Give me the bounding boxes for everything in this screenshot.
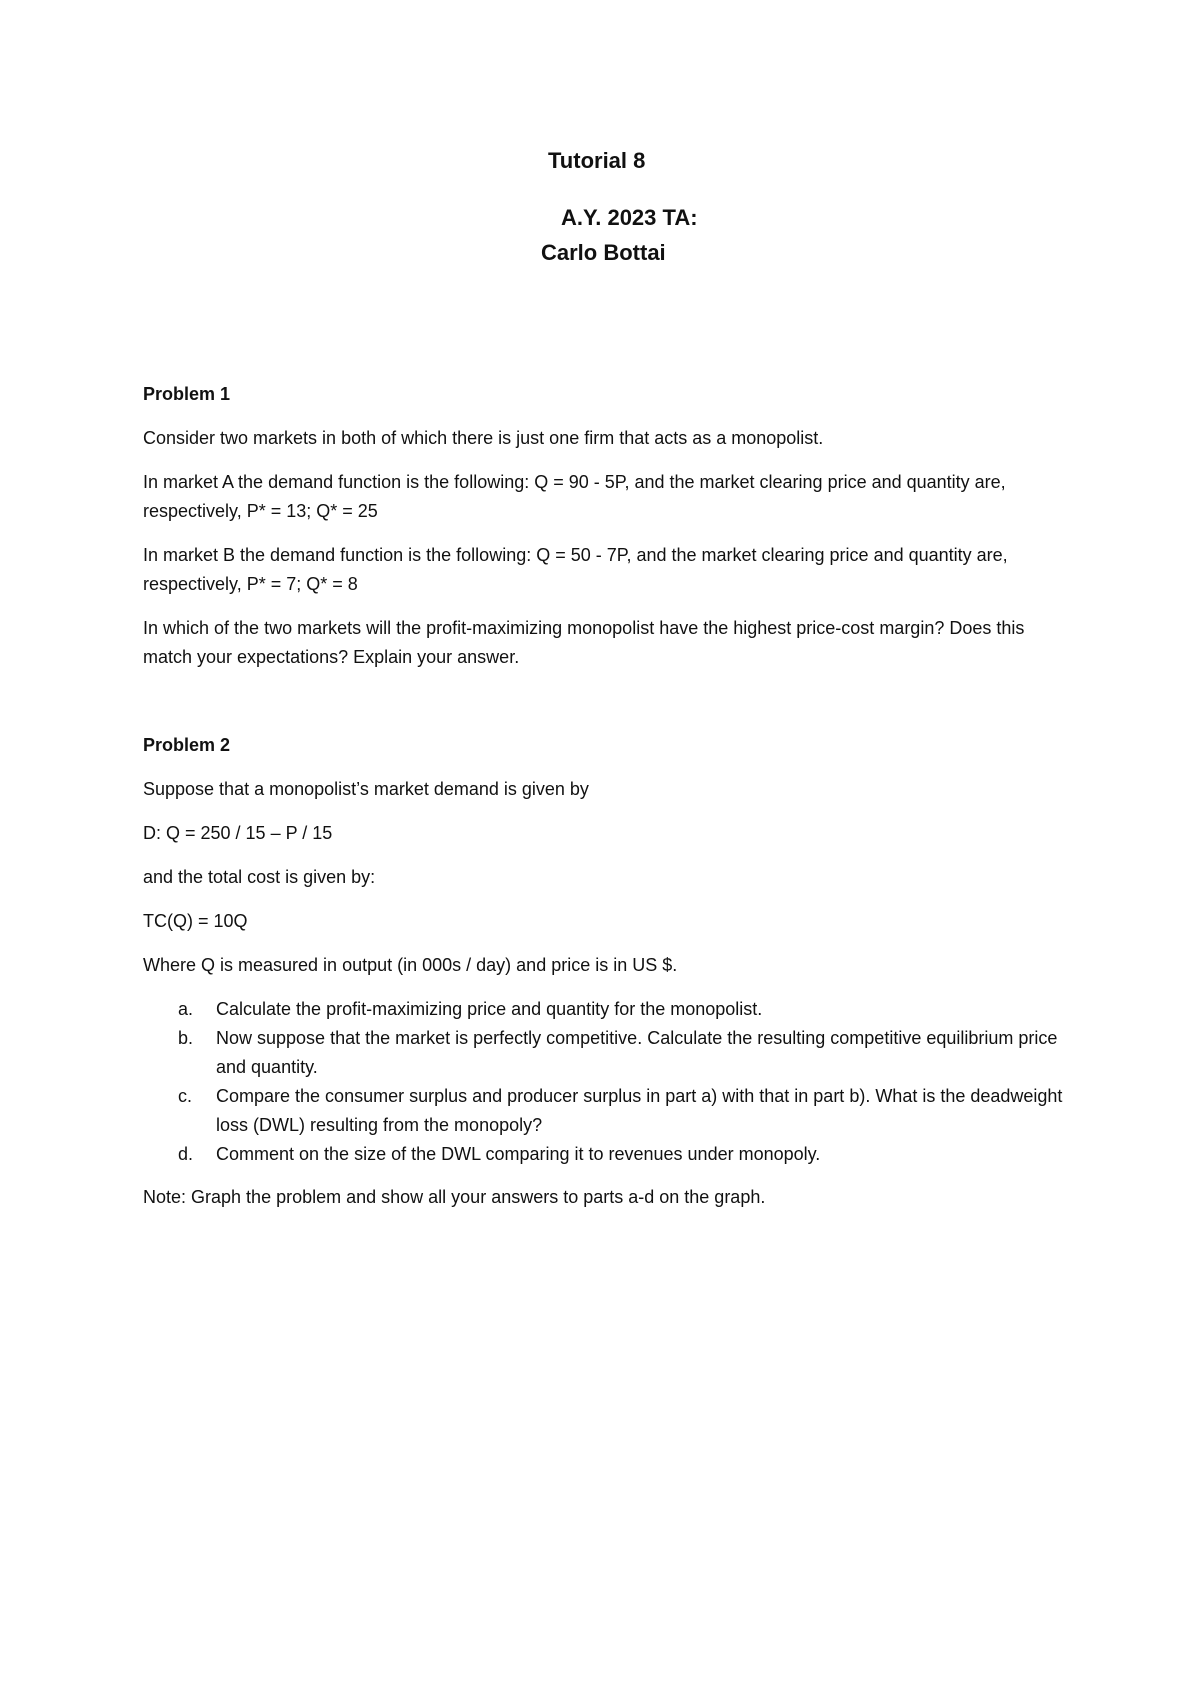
list-marker: b.	[178, 1028, 194, 1048]
problem-1-heading: Problem 1	[143, 384, 231, 404]
list-item-text: Comment on the size of the DWL comparing it to revenues under monopoly.	[216, 1144, 821, 1164]
list-item-text: Calculate the profit-maximizing price and quantity for the monopolist.	[216, 999, 763, 1019]
units-statement: Where Q is measured in output (in 000s / day) and price is in US $.	[143, 955, 678, 975]
list-marker: c.	[178, 1086, 193, 1106]
list-marker: a.	[178, 999, 194, 1019]
list-item	[143, 1140, 1063, 1169]
document-body	[143, 380, 1063, 1227]
cost-intro: and the total cost is given by:	[143, 867, 376, 887]
problem-2-parts	[143, 995, 1063, 1169]
problem-1-question: In which of the two markets will the profit-maximizing monopolist have the highest price-cost margin? Does this match your expectations? Explain your answer.	[143, 618, 1025, 667]
problem-2-heading: Problem 2	[143, 735, 231, 755]
list-marker: d.	[178, 1144, 194, 1164]
academic-year-ta: A.Y. 2023 TA:	[561, 205, 698, 230]
list-item	[143, 995, 1063, 1024]
list-item-text: Now suppose that the market is perfectly competitive. Calculate the resulting competitive equilibrium price and quantity.	[216, 1028, 1058, 1077]
list-item-text: Compare the consumer surplus and producer surplus in part a) with that in part b). What is the deadweight loss (DWL) resulting from the monopoly?	[216, 1086, 1063, 1135]
problem-1-paragraph: In market A the demand function is the following: Q = 90 - 5P, and the market clearing price and quantity are, respectively, P* = 13; Q* = 25	[143, 472, 1006, 521]
list-item	[143, 1082, 1063, 1140]
problem-1-paragraph: In market B the demand function is the following: Q = 50 - 7P, and the market clearing price and quantity are, respectively, P* = 7; Q* = 8	[143, 545, 1008, 594]
section-spacer	[143, 687, 1063, 731]
ta-name: Carlo Bottai	[541, 240, 666, 265]
problem-2-intro: Suppose that a monopolist’s market demand is given by	[143, 779, 589, 799]
graph-note: Note: Graph the problem and show all your answers to parts a-d on the graph.	[143, 1187, 766, 1207]
cost-equation: TC(Q) = 10Q	[143, 911, 248, 931]
list-item	[143, 1024, 1063, 1082]
document-title: Tutorial 8	[548, 148, 646, 173]
demand-equation: D: Q = 250 / 15 – P / 15	[143, 823, 333, 843]
problem-1-paragraph: Consider two markets in both of which there is just one firm that acts as a monopolist.	[143, 428, 824, 448]
